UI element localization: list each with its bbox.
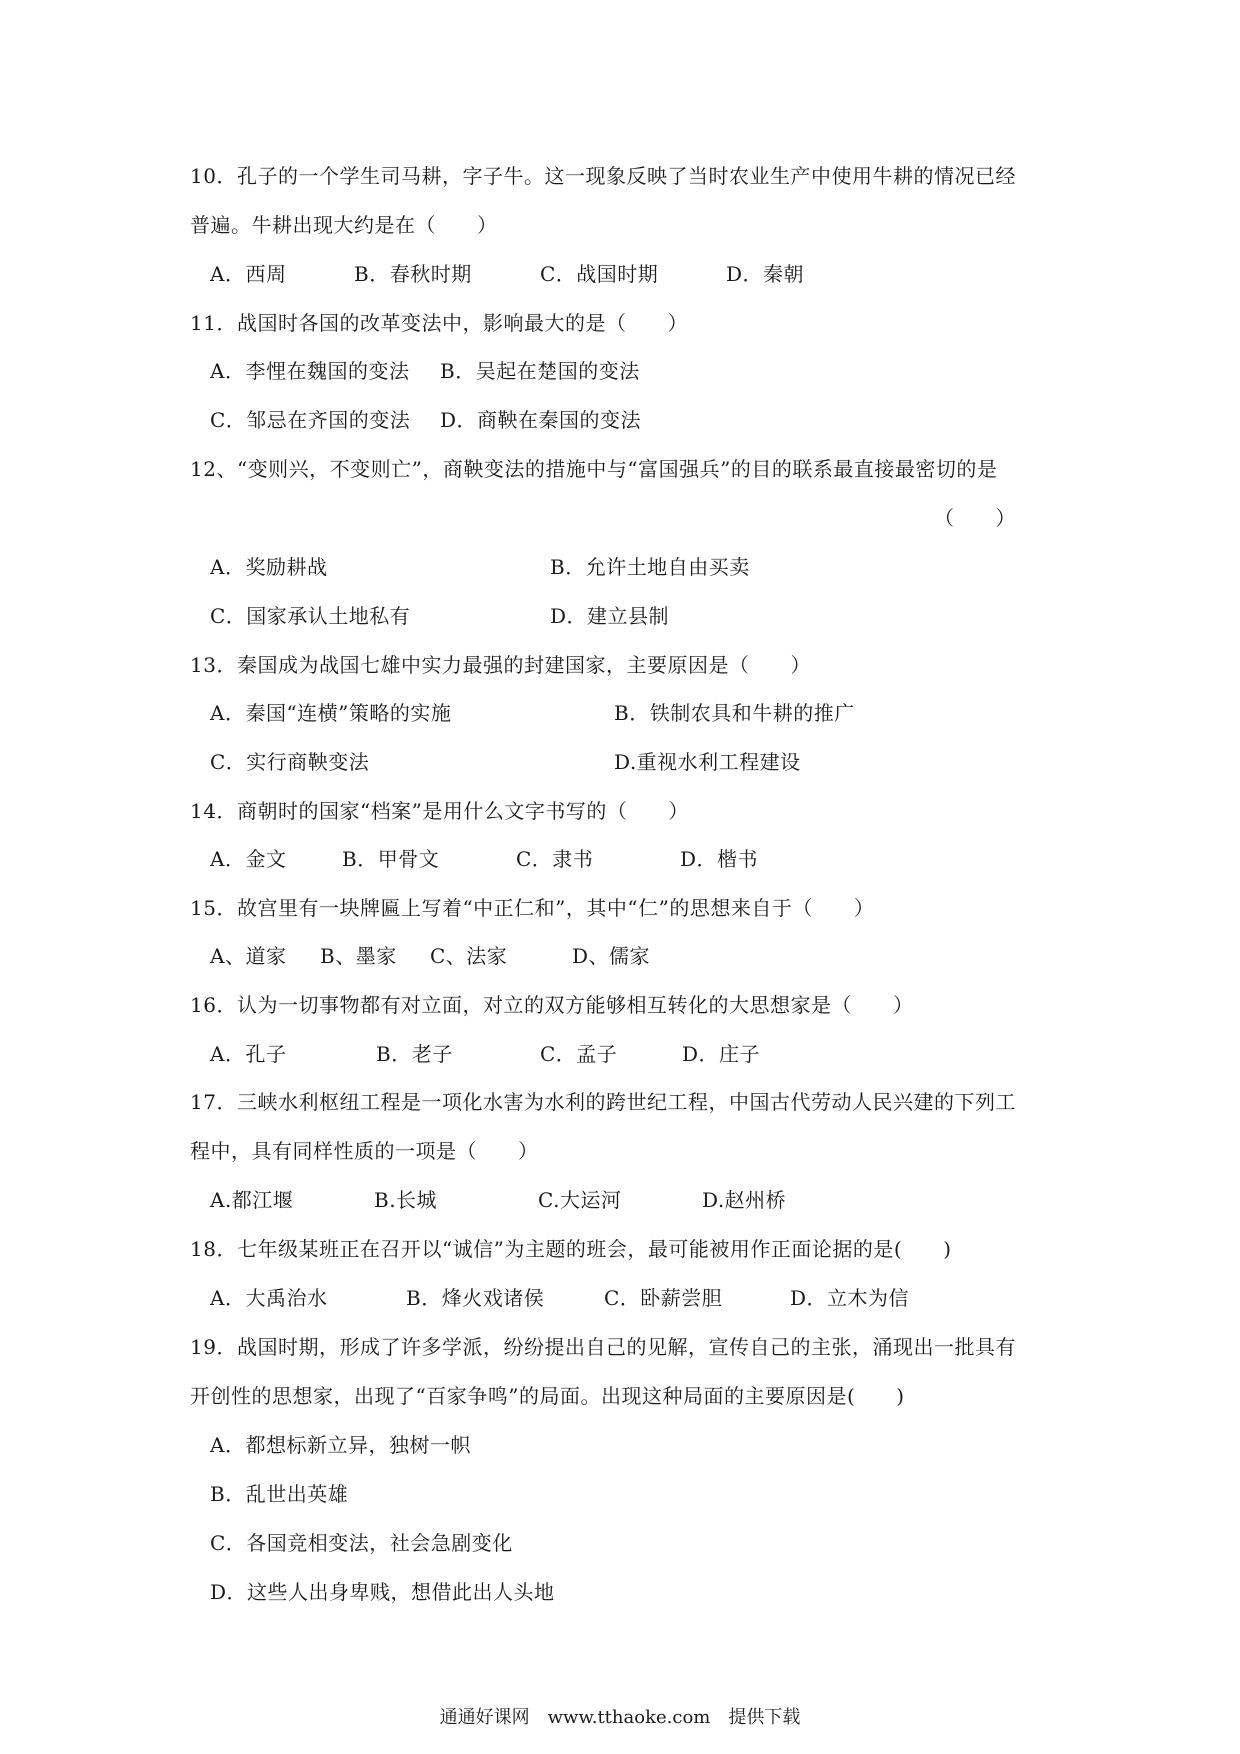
question-19-stem-line-1: 19．战国时期，形成了许多学派，纷纷提出自己的见解，宣传自己的主张，涌现出一批具有 [190, 1335, 1016, 1359]
question-10-stem-line-2: 普遍。牛耕出现大约是在（ ） [190, 213, 498, 237]
question-16-option-a: A．孔子 [210, 1042, 287, 1066]
question-15-option-c: C、法家 [430, 944, 508, 968]
question-15-option-a: A、道家 [210, 944, 287, 968]
question-16-option-c: C．孟子 [540, 1042, 618, 1066]
question-17-option-d: D.赵州桥 [702, 1188, 787, 1212]
question-12-option-b: B．允许土地自由买卖 [550, 555, 750, 579]
question-11-option-b: B．吴起在楚国的变法 [440, 359, 640, 383]
question-19-option-a: A．都想标新立异，独树一帜 [210, 1433, 471, 1457]
question-10-option-b: B．春秋时期 [354, 262, 472, 286]
question-17-stem-line-2: 程中，具有同样性质的一项是（ ） [190, 1139, 539, 1163]
question-10-stem-line-1: 10．孔子的一个学生司马耕，字子牛。这一现象反映了当时农业生产中使用牛耕的情况已经 [190, 164, 1016, 188]
question-15-option-b: B、墨家 [320, 944, 397, 968]
question-16-stem: 16．认为一切事物都有对立面，对立的双方能够相互转化的大思想家是（ ） [190, 993, 914, 1017]
question-11-option-a: A．李悝在魏国的变法 [210, 359, 410, 383]
question-16-option-d: D．庄子 [682, 1042, 761, 1066]
question-14-option-a: A．金文 [210, 847, 287, 871]
question-10-option-d: D．秦朝 [726, 262, 805, 286]
question-18-option-d: D．立木为信 [790, 1286, 910, 1310]
question-14-stem: 14．商朝时的国家“档案”是用什么文字书写的（ ） [190, 799, 689, 823]
question-12-option-a: A．奖励耕战 [210, 555, 328, 579]
question-17-option-b: B.长城 [374, 1188, 438, 1212]
question-19-option-c: C．各国竞相变法，社会急剧变化 [210, 1531, 513, 1555]
question-12-stem-line-1: 12、“变则兴，不变则亡”，商鞅变法的措施中与“富国强兵”的目的联系最直接最密切的是 [190, 457, 998, 481]
question-15-option-d: D、儒家 [572, 944, 651, 968]
question-18-option-b: B．烽火戏诸侯 [406, 1286, 545, 1310]
question-13-stem: 13．秦国成为战国七雄中实力最强的封建国家，主要原因是（ ） [190, 653, 811, 677]
question-13-option-c: C．实行商鞅变法 [210, 750, 370, 774]
question-12-option-c: C．国家承认土地私有 [210, 604, 411, 628]
question-14-option-b: B．甲骨文 [342, 847, 440, 871]
question-11-stem: 11．战国时各国的改革变法中，影响最大的是（ ） [190, 311, 688, 335]
question-19-option-d: D．这些人出身卑贱，想借此出人头地 [210, 1580, 555, 1604]
question-10-option-c: C．战国时期 [540, 262, 659, 286]
question-14-option-c: C．隶书 [516, 847, 594, 871]
question-11-option-c: C．邹忌在齐国的变法 [210, 408, 411, 432]
question-15-stem: 15．故宫里有一块牌匾上写着“中正仁和”，其中“仁”的思想来自于（ ） [190, 896, 875, 920]
question-17-option-a: A.都江堰 [210, 1188, 294, 1212]
question-18-option-c: C．卧薪尝胆 [604, 1286, 723, 1310]
question-18-stem: 18．七年级某班正在召开以“诚信”为主题的班会，最可能被用作正面论据的是( ) [190, 1237, 952, 1261]
question-19-option-b: B．乱世出英雄 [210, 1482, 349, 1506]
question-17-stem-line-1: 17．三峡水利枢纽工程是一项化水害为水利的跨世纪工程，中国古代劳动人民兴建的下列工 [190, 1090, 1016, 1114]
question-19-stem-line-2: 开创性的思想家，出现了“百家争鸣”的局面。出现这种局面的主要原因是( ) [190, 1384, 905, 1408]
question-12-answer-bracket: （ ） [934, 506, 1016, 530]
question-12-option-d: D．建立县制 [550, 604, 670, 628]
question-11-option-d: D．商鞅在秦国的变法 [440, 408, 642, 432]
question-10-option-a: A．西周 [210, 262, 287, 286]
question-17-option-c: C.大运河 [538, 1188, 622, 1212]
question-13-option-d: D.重视水利工程建设 [614, 750, 801, 774]
question-18-option-a: A．大禹治水 [210, 1286, 328, 1310]
question-16-option-b: B．老子 [376, 1042, 453, 1066]
page-footer: 通通好课网 www.tthaoke.com 提供下载 [439, 1707, 801, 1728]
question-14-option-d: D．楷书 [680, 847, 759, 871]
question-13-option-b: B．铁制农具和牛耕的推广 [614, 701, 855, 725]
question-13-option-a: A．秦国“连横”策略的实施 [210, 701, 452, 725]
